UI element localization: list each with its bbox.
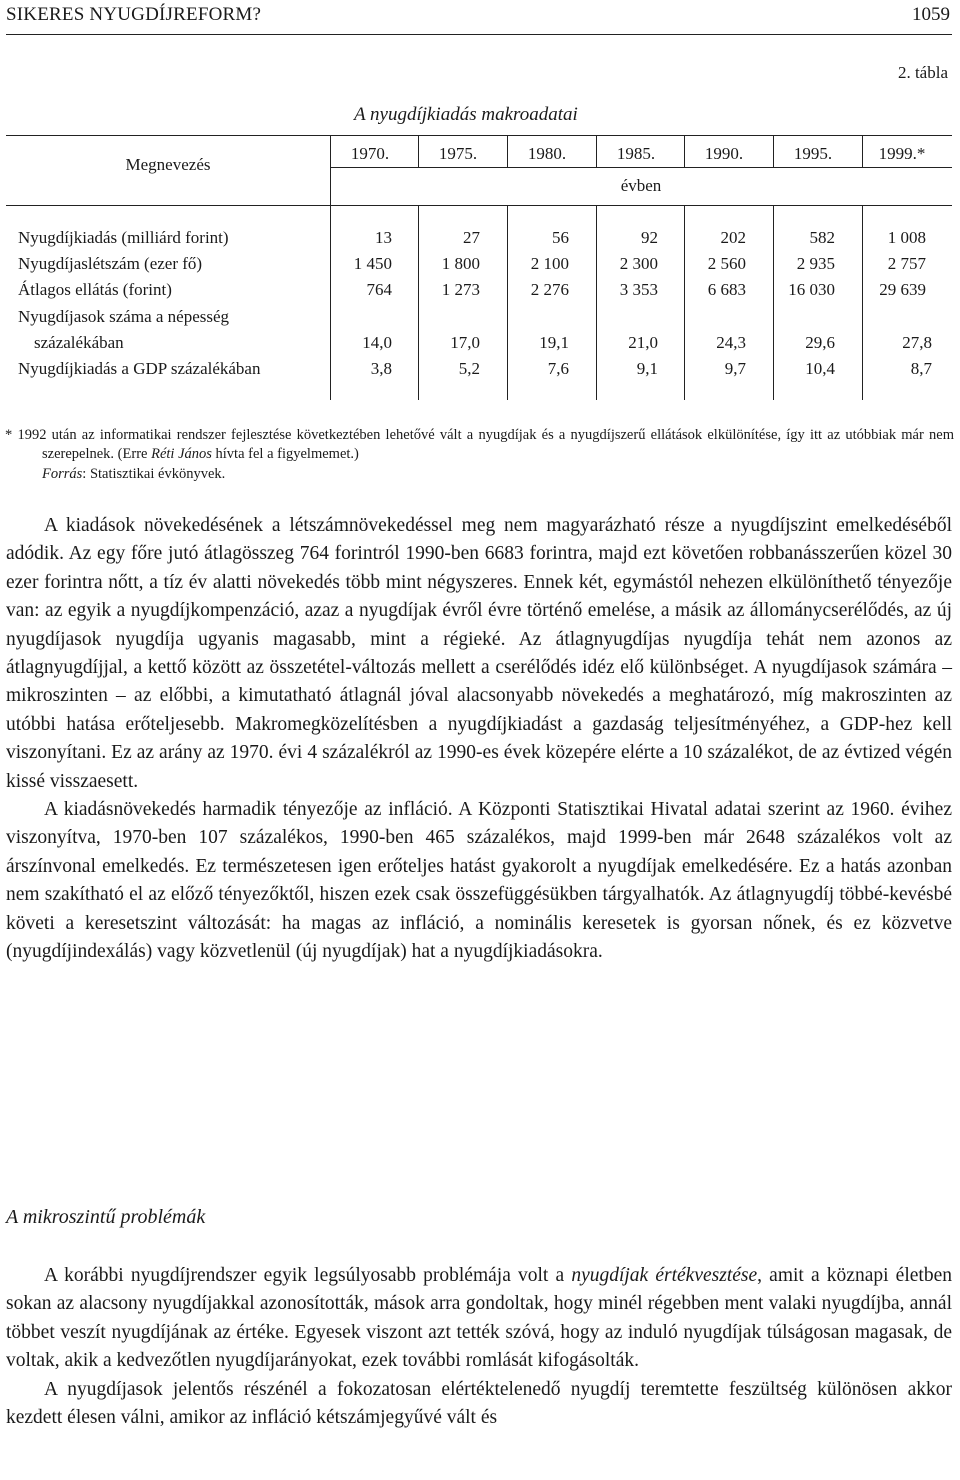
page-number: 1059 (912, 4, 950, 25)
footnote-author: Réti János (151, 446, 212, 462)
table-cell: 92 (641, 228, 658, 247)
table-cell: 3 353 (619, 280, 658, 299)
year-underline (330, 167, 952, 168)
section-title: A mikroszintű problémák (6, 1206, 206, 1228)
table-cell: 10,4 (805, 359, 835, 378)
table-cell: 6 683 (707, 280, 746, 299)
table-cell: 13 (375, 228, 392, 247)
row-label-continuation: százalékában (34, 333, 124, 352)
table-cell: 9,1 (636, 359, 658, 378)
table-cell: 3,8 (370, 359, 392, 378)
header-label: Megnevezés (125, 155, 211, 174)
table-cell: 19,1 (539, 333, 569, 352)
table-cell: 27 (463, 228, 480, 247)
row-label: Átlagos ellátás (forint) (18, 280, 172, 299)
table-cell: 27,8 (902, 333, 932, 352)
row-label: Nyugdíjkiadás a GDP százalékában (18, 359, 261, 378)
year-header: 1980. (527, 144, 567, 163)
row-label: Nyugdíjaslétszám (ezer fő) (18, 254, 203, 273)
table-cell: 21,0 (628, 333, 658, 352)
table-header-rule (6, 205, 952, 206)
column-divider (862, 136, 863, 167)
table-cell: 2 100 (530, 254, 569, 273)
table-cell: 8,7 (910, 359, 932, 378)
paragraph-part: , amit a köznapi életben sokan az alacsony nyugdíjakkal azonosították, mások arra gondoltak, hogy minél régebben ment valaki nyugdíjba, annál többet veszít nyugdíjának az értéke. Egyesek viszont azt tették szóvá, hogy az induló nyugdíjak túlságosan magasak, de voltak, akik a kedvezőtlen nyugdíjarányokat, ezek további romlását kifogásolták. (6, 1265, 952, 1372)
table-cell: 2 300 (619, 254, 658, 273)
table-top-rule (6, 135, 952, 136)
table-cell: 9,7 (724, 359, 746, 378)
paragraph-part: A korábbi nyugdíjrendszer egyik legsúlyosabb problémája volt a (44, 1265, 572, 1286)
footnote-text (5, 426, 954, 464)
table-cell: 2 757 (887, 254, 926, 273)
column-divider (418, 136, 419, 167)
paragraph: A kiadások növekedésének a létszámnövekedéssel meg nem magyarázható része a nyugdíjszint emelkedéséből adódik. Az egy főre jutó átlagösszeg 764 forintról 1990-ben 6683 forintra, majd ezt követően robbanásszerűen közel 30 ezer forintra nőtt, a tíz év alatti növekedés több mint négyszeres. Ennek két, egymástól nehezen elkülöníthető tényezője van: az egyik a nyugdíjkompenzáció, azaz a nyugdíjak évről évre történő emelése, a másik az állománycserélődés, az új nyugdíjasok nyugdíja ugyanis magasabb, mint a régieké. Az átlagnyugdíjas nyugdíja tehát nem azonos az átlagnyugdíjjal, a kettő között az összetétel-változás mellett a cserélődés idéz elő különbséget. A nyugdíjasok számára – mikroszinten – az előbbi, a kimutatható átlagnál jóval alacsonyabb növekedés a meghatározó, míg makroszinten az utóbbi hatása erőteljesebb. Makromegközelítésben a nyugdíjkiadást a gazdaság teljesítményéhez, a GDP-hez kell viszonyítani. Ez az arány az 1970. évi 4 százalékról az 1990-es évek közepére elérte a 10 százalékot, de az évtized végén kissé visszaesett. (6, 515, 952, 792)
table-cell: 2 935 (796, 254, 835, 273)
year-header: 1970. (350, 144, 390, 163)
table-cell: 14,0 (362, 333, 392, 352)
table-cell: 17,0 (450, 333, 480, 352)
table-title: A nyugdíjkiadás makroadatai (354, 104, 578, 125)
year-header: 1975. (438, 144, 478, 163)
year-header: 1999.* (878, 144, 926, 163)
table-cell: 7,6 (547, 359, 569, 378)
footnote-text-a: * 1992 után az informatikai rendszer fejlesztése következtében lehetővé vált a nyugdíjak és a nyugdíjszerű ellátások elkülönítése, így itt az utóbbiak már nem szerepelnek. (Erre (5, 427, 954, 462)
row-label: Nyugdíjasok száma a népesség (18, 307, 230, 326)
table-cell: 29,6 (805, 333, 835, 352)
table-cell: 1 008 (887, 228, 926, 247)
table-cell: 16 030 (788, 280, 835, 299)
year-header: 1995. (793, 144, 833, 163)
table-cell: 582 (809, 228, 835, 247)
year-header: 1990. (704, 144, 744, 163)
footnote-text-b: hívta fel a figyelmemet.) (211, 446, 359, 462)
running-head (6, 4, 952, 28)
table-cell: 202 (720, 228, 746, 247)
table-cell: 1 450 (353, 254, 392, 273)
column-divider (773, 136, 774, 167)
table-cell: 29 639 (879, 280, 926, 299)
table-cell: 2 276 (530, 280, 569, 299)
source-label: Forrás (42, 466, 83, 482)
table-cell: 1 800 (441, 254, 480, 273)
paragraph: A kiadásnövekedés harmadik tényezője az infláció. A Központi Statisztikai Hivatal adatai szerint az 1960. évihez viszonyítva, 1970-ben 107 százalékos, 1990-ben 465 százalékos, majd 1999-ben már 2648 százalékos volt az árszínvonal emelkedés. Ez természetesen igen erőteljes hatást gyakorolt a nyugdíjak emelkedésére. Ez a hatás azonban nem szakítható el az előző tényezőktől, hiszen ezek csak összefüggésükben tárgyalhatók. Az átlagnyugdíj többé-kevésbé követi a keresetszint változását: ha magas az infláció, a nominális keresetek is gyorsan nőnek, és ez közvetve (nyugdíjindexálás) vagy közvetlenül (új nyugdíjak) hat a nyugdíjkiadásokra. (6, 799, 952, 963)
running-title: SIKERES NYUGDÍJREFORM? (6, 4, 262, 25)
table-footnote (5, 426, 954, 484)
table-cell: 2 560 (707, 254, 746, 273)
emphasis: nyugdíjak értékvesztése (571, 1265, 758, 1286)
source-text: : Statisztikai évkönyvek. (82, 466, 226, 482)
row-label: Nyugdíjkiadás (milliárd forint) (18, 228, 229, 247)
table-cell: 56 (552, 228, 569, 247)
table-cell: 764 (366, 280, 392, 299)
body-text-section (6, 1262, 952, 1432)
header-rule (6, 34, 952, 35)
column-divider (596, 136, 597, 167)
column-divider (684, 136, 685, 167)
column-divider (507, 136, 508, 167)
table-cell: 5,2 (458, 359, 480, 378)
unit-label: évben (620, 176, 662, 195)
body-text (6, 512, 952, 967)
paragraph: A nyugdíjasok jelentős részénél a fokozatosan elértéktelenedő nyugdíj teremtette feszültség különösen akkor kezdett élesen válni, amikor az infláció kétszámjegyűvé vált és (6, 1378, 952, 1429)
table-cell: 1 273 (441, 280, 480, 299)
footnote-source (42, 465, 954, 484)
table-number: 2. tábla (897, 63, 948, 82)
table-cell: 24,3 (716, 333, 746, 352)
paragraph (6, 1262, 952, 1376)
year-header: 1985. (616, 144, 656, 163)
column-divider (330, 136, 331, 205)
